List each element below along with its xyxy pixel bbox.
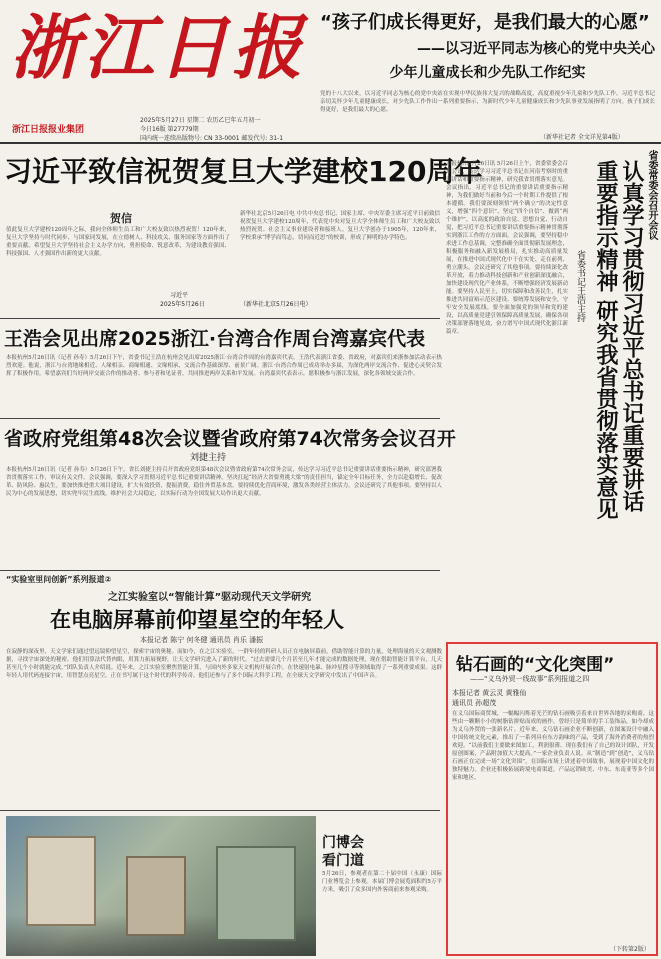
story2-body: 本报杭州5月26日讯（记者 孙寿）5月26日下午，省委书记王浩在杭州会见出席2025浙江·台湾合作周的台湾嘉宾代表。王浩代表浙江省委、省政府，对嘉宾们来浙参加活动表示热烈欢迎。他说，浙江与台湾地缘相近、人缘相亲、商缘相通、文缘相承，交流合作基础深厚、前景广阔。浙江·台湾合作周已成功举办多届，为深化两岸交流合作、促进心灵契合发挥了积极作用。希望嘉宾们当好两岸交流合作的推动者、参与者和见证者，共同推进两岸关系和平发展。台湾嘉宾代表表示，愿积极参与浙江发展，深化各领域交流合作。 — [6, 355, 442, 377]
lead-headline[interactable]: 习近平致信祝贺复旦大学建校120周年 — [4, 155, 483, 188]
top-story-headline[interactable]: “孩子们成长得更好，是我们最大的心愿” — [320, 12, 650, 33]
lead-dateline: （新华社北京5月26日电） — [240, 301, 312, 308]
date-line: 2025年5月27日 星期二 农历乙巳年五月初一 — [140, 117, 261, 124]
issue-line: 今日16版 第27779期 — [140, 126, 199, 133]
photo-title-2: 看门道 — [322, 853, 364, 869]
feature-byline: 本报记者 黄云灵 黄雅仙 — [452, 689, 527, 697]
divider — [0, 570, 440, 571]
feature-subhead: ——“义乌外贸一线故事”系列报道之四 — [470, 675, 590, 683]
divider — [0, 810, 440, 811]
issue-meta — [140, 116, 320, 143]
code-line: 国内统一连续出版物号: CN 33-0001 邮发代号: 31-1 — [140, 135, 284, 142]
top-story[interactable] — [320, 8, 655, 82]
news-photo — [6, 816, 316, 956]
side-headline-2[interactable]: 重要指示精神 研究我省贯彻落实意见 — [593, 160, 618, 520]
story3-body: 本报杭州5月26日讯（记者 孙寿）5月26日下午，省长刘捷主持召开省政府党组第48次会议暨省政府第74次常务会议，传达学习习近平总书记重要讲话重要指示精神，研究部署我省贯彻落实工作，审议有关文件。会议强调，要深入学习贯彻习近平总书记重要讲话精神，坚决扛起“经济大省要勇挑大梁”的责任担当，锚定全年目标任务，全力以赴稳增长、促改革、防风险、惠民生。要加快推进重大项目建设，扩大有效投资，提振消费，稳住外贸基本盘。要持续优化营商环境，激发各类经营主体活力。会议还研究了其他事项。要坚持以人民为中心的发展思想，切实兜牢民生底线，维护社会大局稳定，以实际行动为全国发展大局作出更大贡献。 — [6, 467, 442, 497]
divider — [0, 418, 440, 419]
feature-byline-2: 通讯员 孙超茂 — [452, 699, 497, 707]
letter-title: 贺信 — [110, 212, 132, 225]
top-story-subhead2: 少年儿童成长和少先队工作纪实 — [389, 65, 586, 81]
side-headline-1[interactable]: 认真学习贯彻习近平总书记重要讲话 — [619, 160, 644, 512]
story3-headline[interactable]: 省政府党组第48次会议暨省政府第74次常务会议召开 — [4, 428, 456, 450]
story4-headline[interactable]: 在电脑屏幕前仰望星空的年轻人 — [50, 608, 344, 632]
door-shape — [216, 846, 296, 941]
photo-caption-body: 5月26日，参观者在第二十届中国（永康）国际门业博览会上参观。本届门博会展览面积约5万平方米，吸引了众多国内外客商前来参观采购。 — [322, 871, 442, 893]
story4-series: “实验室里问创新”系列报道② — [6, 575, 112, 584]
lead-body: 新华社北京5月26日电 中共中央总书记、国家主席、中央军委主席习近平日前致信祝贺复旦大学建校120周年，代表党中央对复旦大学全体师生员工和广大校友致以热烈祝贺。社会主义事业建设者和接班人。复旦大学创办于1905年，120年来，学校秉承“博学而笃志，切问而近思”的校训，形成了鲜明的办学特色。 — [240, 211, 440, 241]
masthead-title: 浙江日报 — [10, 6, 306, 89]
story4-kicker: 之江实验室以“智能计算”驱动现代天文学研究 — [108, 592, 312, 603]
side-byline: 省委书记王浩主持 — [575, 250, 585, 322]
letter-sign: 习近平 — [170, 292, 189, 299]
story4-body: 在寂静的深夜里，天文学家们通过望远镜仰望星空，探索宇宙的奥秘。而如今，在之江实验室，一群年轻的科研人员正在电脑屏幕前，借助智能计算的力量，处理海量的天文观测数据，寻找宇宙深处的秘密。他们用算法代替肉眼，用算力拓展视野，让天文学研究进入了新的时代。“过去需要几个月甚至几年才能完成的数据处理，现在借助智能计算平台，几天甚至几个小时就能完成。”团队负责人介绍说。近年来，之江实验室聚焦智能计算，与国内外多家天文机构开展合作，在快速射电暴、脉冲星搜寻等领域取得了一系列重要成果。这群年轻人用代码连接宇宙，用智慧点亮星空，正在书写属于这个时代的科学传奇。他们还参与了多个国际大科学工程，在全球天文学研究中发出了中国声音。 — [6, 649, 442, 679]
letter-body: 值此复旦大学建校120周年之际，我向全体师生员工和广大校友致以热烈祝贺！120年来，复旦大学坚持与时代同步、与国家同发展，在立德树人、科技攻关、服务国家等方面作出了重要贡献。希望复旦大学坚持社会主义办学方向，勇担使命、锐意改革，为建设教育强国、科技强国、人才强国作出新的更大贡献。 — [6, 227, 230, 257]
side-kicker: 省委常委会召开会议 — [646, 150, 657, 240]
group-logo: 浙江日报报业集团 — [12, 125, 85, 135]
top-story-subhead: ——以习近平同志为核心的党中央关心 — [417, 41, 655, 57]
divider — [0, 318, 440, 319]
door-shape — [126, 856, 186, 936]
photo-title-1: 门博会 — [322, 835, 364, 851]
top-story-credit: （新华社记者 全文详见第4版） — [540, 134, 624, 141]
feature-footer: （下转第2版） — [610, 946, 650, 953]
feature-body: 在义乌国际商贸城，一幅幅闪烁着光芒的钻石画吸引着来自世界各地的采购商。这些由一颗颗小小的树脂钻拼贴而成的画作，曾经只是简单的手工装饰品，如今却成为义乌外贸的一张新名片。近年来，义乌钻石画企业不断创新，在图案设计中融入中国传统文化元素，推出了一系列具有东方韵味的产品，受到了海外消费者的热烈欢迎。“以前我们主要做来图加工，利润很薄。现在我们有了自己的设计团队，开发原创图案，产品附加值大大提高。”一家企业负责人说。从“制造”到“创造”，义乌钻石画正在完成一场“文化突围”，在国际市场上讲述着中国故事，展现着中国文化的独特魅力。企业还积极拓展跨境电商渠道，产品远销欧美、中东、东南亚等多个国家和地区。 — [452, 711, 654, 781]
letter-date: 2025年5月26日 — [160, 301, 205, 308]
feature-headline[interactable]: 钻石画的“文化突围” — [456, 655, 615, 675]
top-story-body: 党的十八大以来，以习近平同志为核心的党中央站在实现中华民族伟大复兴的战略高度，高度重视少年儿童和少先队工作。习近平总书记亲切关怀少年儿童健康成长，对少先队工作作出一系列重要指示，为新时代少年儿童健康成长和少先队事业发展指明了方向。孩子们成长得更好，是我们最大的心愿。 — [320, 91, 655, 113]
divider — [0, 142, 661, 144]
door-shape — [26, 836, 96, 926]
story2-headline[interactable]: 王浩会见出席2025浙江·台湾合作周台湾嘉宾代表 — [4, 328, 426, 350]
side-body: 本报杭州5月26日讯 5月26日上午，省委常委会召开会议，传达学习习近平总书记在河南考察时的重要讲话和重要指示精神，研究我省贯彻落实意见。会议指出，习近平总书记的重要讲话重要指示精神，为我们做好当前和今后一个时期工作提供了根本遵循。我们要深刻领悟“两个确立”的决定性意义，增强“四个意识”、坚定“四个自信”、做到“两个维护”，以高度的政治自觉、思想自觉、行动自觉，把习近平总书记重要讲话重要指示精神贯彻落实到浙江工作的方方面面。会议强调，要坚持稳中求进工作总基调，完整准确全面贯彻新发展理念，积极服务和融入新发展格局，扎实推动高质量发展，在推进中国式现代化中干在实处、走在前列、勇立潮头。会议还研究了其他事项。要持续深化改革开放，着力推动科技创新和产业创新深度融合，加快建设现代化产业体系，不断增强经济发展新动能。要坚持人民至上，切实保障和改善民生，扎实推进共同富裕示范区建设。要统筹发展和安全，守牢安全发展底线。要全面加强党的领导和党的建设，以高质量党建引领保障高质量发展，确保各项决策部署落地见效，奋力谱写中国式现代化浙江新篇章。 — [446, 161, 568, 335]
story3-byline: 刘捷主持 — [190, 453, 227, 463]
story4-byline: 本报记者 陈宁 何冬健 通讯员 肖乐 潘振 — [140, 636, 264, 644]
